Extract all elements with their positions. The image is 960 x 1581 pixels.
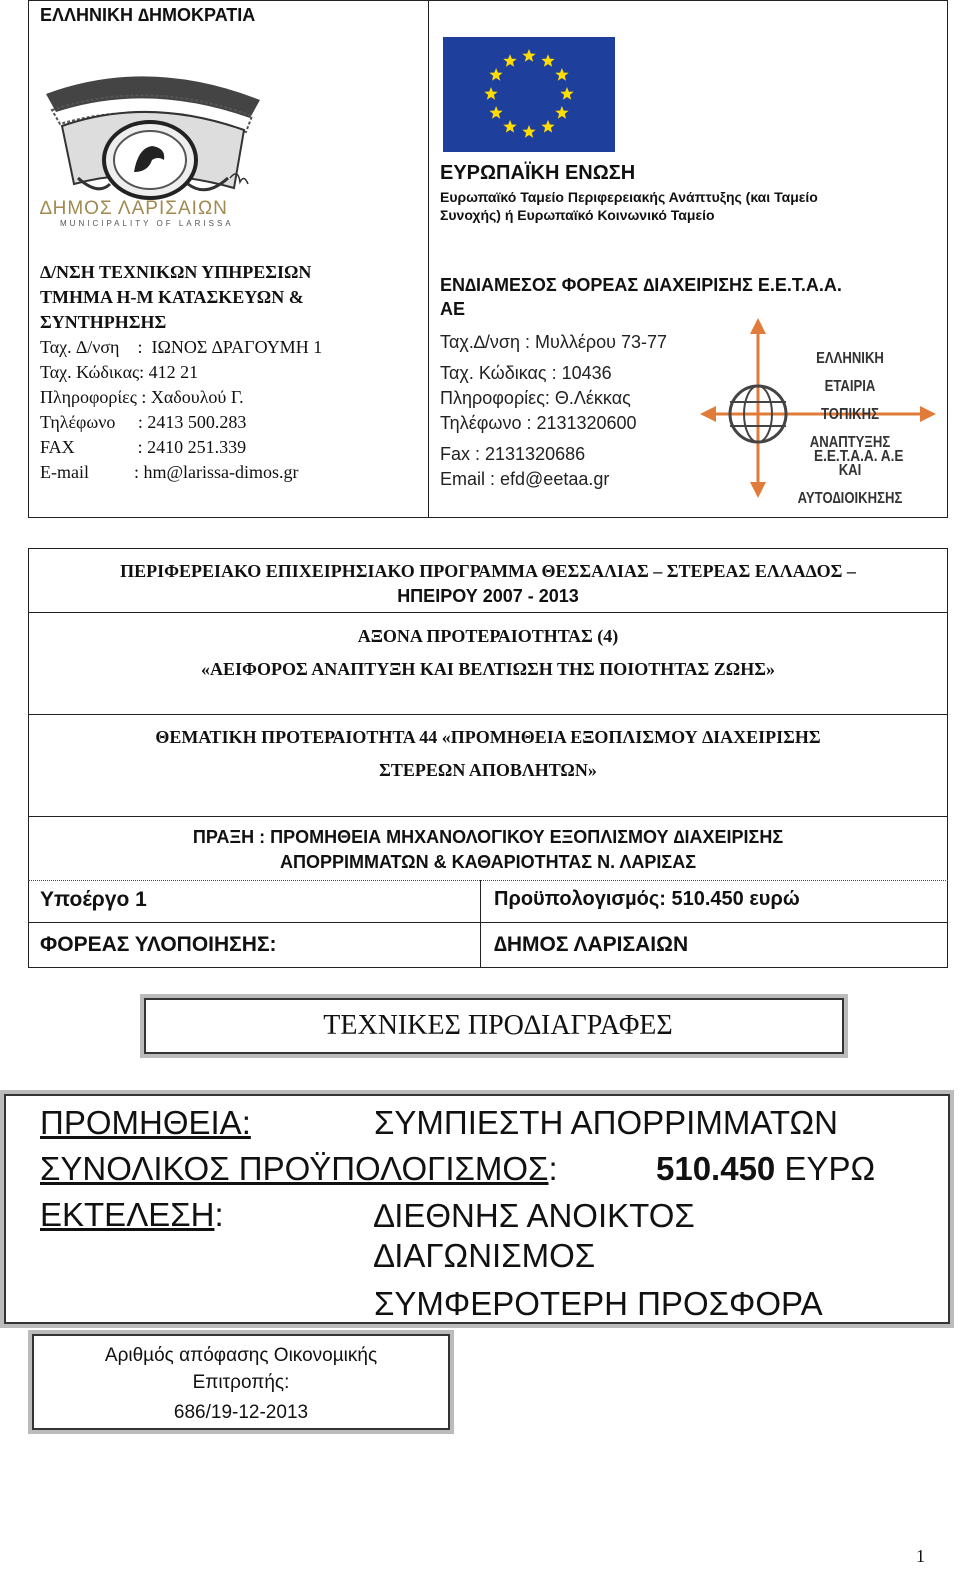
total-budget-colon: :	[548, 1150, 558, 1187]
eetaa-logo-line: ΚΑΙ ΑΥΤΟ∆ΙΟΙΚΗΣΗΣ	[797, 462, 903, 507]
eu-star-icon	[560, 87, 573, 100]
eu-subtitle-line: Ευρωπαϊκό Ταμείο Περιφερειακής Ανάπτυξης (και Ταμείο	[440, 189, 818, 205]
department-line: ΣΥΝΤΗΡΗΣΗΣ	[40, 312, 167, 332]
contact-line: Τηλέφωνο : 2413 500.283	[40, 412, 247, 432]
eu-subtitle	[440, 188, 818, 224]
eu-star-icon	[522, 125, 535, 138]
decision-text	[32, 1342, 450, 1426]
department-line: ΤΜΗΜΑ Η-Μ ΚΑΤΑΣΚΕΥΩΝ &	[40, 287, 304, 307]
state-name: ΕΛΛΗΝΙΚΗ ∆ΗΜΟΚΡΑΤΙΑ	[40, 5, 256, 25]
agency-title-line: ΑΕ	[440, 299, 466, 319]
contact-line: Ταχ. ∆/νση : ΙΩΝΟΣ ∆ΡΑΓΟΥΜΗ 1	[40, 337, 323, 357]
decision-line: Αριθµός απόφασης Οικονοµικής	[104, 1345, 378, 1366]
municipality-logo-subtext: MUNICIPALITY OF LARISSA	[60, 219, 234, 228]
eetaa-logo-abbr: Ε.Ε.Τ.Α.Α. Α.Ε	[814, 448, 904, 465]
program-title	[28, 559, 948, 609]
spec-title: ΤΕΧΝΙΚΕΣ ΠΡΟ∆ΙΑΓΡΑΦΕΣ	[323, 1010, 673, 1041]
eu-star-icon	[489, 68, 502, 81]
contact-line: E-mail : hm@larissa-dimos.gr	[40, 462, 299, 482]
eu-star-icon	[503, 120, 516, 133]
program-title-line: ΠΕΡΙΦΕΡΕΙΑΚΟ ΕΠΙΧΕΙΡΗΣΙΑΚΟ ΠΡΟΓΡΑΜΜΑ ΘΕΣΣΑΛΙΑΣ – ΣΤΕΡΕΑΣ ΕΛΛΑ∆ΟΣ –	[120, 561, 856, 581]
eu-star-icon	[555, 68, 568, 81]
total-budget-label-text: ΣΥΝΟΛΙΚΟΣ ΠΡΟΫΠΟΛΟΓΙΣΜΟΣ	[40, 1150, 549, 1187]
decision-number: 686/19-12-2013	[173, 1402, 309, 1423]
agency-contact	[440, 330, 667, 492]
eu-star-icon	[541, 120, 554, 133]
decision-line: Επιτροπής:	[192, 1372, 290, 1393]
agency-title	[440, 273, 842, 321]
eu-star-icon	[522, 49, 535, 62]
eetaa-logo-text	[798, 345, 903, 513]
department-line: ∆/ΝΣΗ ΤΕΧΝΙΚΩΝ ΥΠΗΡΕΣΙΩΝ	[40, 262, 312, 282]
agency-contact-line: Email : efd@eetaa.gr	[440, 469, 610, 489]
eu-star-icon	[541, 54, 554, 67]
execution-value-line: ∆ΙΑΓΩΝΙΣΜΟΣ	[374, 1237, 596, 1274]
eu-star-icon	[484, 87, 497, 100]
thematic-priority	[28, 721, 948, 787]
priority-axis-line: ΑΞΟΝΑ ΠΡΟΤΕΡΑΙΟΤΗΤΑΣ (4)	[357, 626, 619, 646]
municipality-logo-text: ∆ΗΜΟΣ ΛΑΡΙΣΑΙΩΝ	[40, 198, 228, 219]
agency-contact-line: Ταχ. Κώδικας : 10436	[440, 363, 612, 383]
implementing-body-value: ∆ΗΜΟΣ ΛΑΡΙΣΑΙΩΝ	[494, 933, 689, 956]
eu-flag-icon	[443, 37, 615, 152]
eu-star-icon	[489, 106, 502, 119]
contact-line: FAX : 2410 251.339	[40, 437, 247, 457]
execution-label-text: ΕΚΤΕΛΕΣΗ	[40, 1196, 215, 1233]
eu-subtitle-line: Συνοχής) ή Ευρωπαϊκό Κοινωνικό Ταμείο	[440, 207, 715, 223]
total-budget-currency: ΕΥΡΩ	[784, 1150, 876, 1187]
contact-line: Πληροφορίες : Χαδουλού Γ.	[40, 387, 244, 407]
total-budget-label	[40, 1150, 558, 1188]
agency-contact-line: Ταχ.∆/νση : Μυλλέρου 73-77	[440, 332, 668, 352]
department-block	[40, 260, 322, 485]
thematic-priority-line: ΘΕΜΑΤΙΚΗ ΠΡΟΤΕΡΑΙΟΤΗΤΑ 44 «ΠΡΟΜΗΘΕΙΑ ΕΞΟΠΛΙΣΜΟΥ ∆ΙΑΧΕΙΡΙΣΗΣ	[155, 727, 821, 747]
eu-title: ΕΥΡΩΠΑΪΚΗ ΕΝΩΣΗ	[440, 162, 636, 184]
priority-axis-line: «ΑΕΙΦΟΡΟΣ ΑΝΑΠΤΥΞΗ ΚΑΙ ΒΕΛΤΙΩΣΗ ΤΗΣ ΠΟΙΟΤΗΤΑΣ ΖΩΗΣ»	[201, 659, 775, 679]
execution-label	[40, 1196, 224, 1234]
supply-label	[40, 1104, 251, 1142]
action-title-line: ΑΠΟΡΡΙΜΜΑΤΩΝ & ΚΑΘΑΡΙΟΤΗΤΑΣ Ν. ΛΑΡΙΣΑΣ	[279, 852, 697, 872]
eetaa-logo-line: ΤΟΠΙΚΗΣ ΑΝΑΠΤΥΞΗΣ	[809, 406, 891, 451]
total-budget-amount: 510.450	[656, 1150, 776, 1187]
agency-contact-line: Τηλέφωνο : 2131320600	[440, 413, 637, 433]
priority-axis	[28, 620, 948, 686]
execution-value	[374, 1196, 823, 1324]
page-number: 1	[916, 1546, 925, 1566]
agency-contact-line: Πληροφορίες: Θ.Λέκκας	[440, 388, 631, 408]
agency-title-line: ΕΝ∆ΙΑΜΕΣΟΣ ΦΟΡΕΑΣ ∆ΙΑΧΕΙΡΙΣΗΣ Ε.Ε.Τ.Α.Α.	[440, 275, 842, 295]
budget-text: Προϋπολογισµός: 510.450 ευρώ	[494, 888, 800, 910]
subproject-label: Υποέργο 1	[40, 888, 147, 911]
eetaa-logo-line: ΕΛΛΗΝΙΚΗ ΕΤΑΙΡΙΑ	[816, 350, 884, 395]
action-title	[28, 825, 948, 875]
implementing-body-label: ΦΟΡΕΑΣ ΥΛΟΠΟΙΗΣΗΣ:	[40, 933, 277, 956]
agency-contact-line: Fax : 2131320686	[440, 444, 586, 464]
execution-colon: :	[214, 1196, 224, 1233]
header-divider	[428, 0, 429, 518]
total-budget-value	[656, 1150, 875, 1188]
supply-value: ΣΥΜΠΙΕΣΤΗ ΑΠΟΡΡΙΜΜΑΤΩΝ	[374, 1104, 838, 1141]
execution-value-line: ΣΥΜΦΕΡΟΤΕΡΗ ΠΡΟΣΦΟΡΑ	[374, 1285, 823, 1322]
eu-star-icon	[503, 54, 516, 67]
action-title-line: ΠΡΑΞΗ : ΠΡΟΜΗΘΕΙΑ ΜΗΧΑΝΟΛΟΓΙΚΟΥ ΕΞΟΠΛΙΣΜΟΥ ∆ΙΑΧΕΙΡΙΣΗΣ	[192, 827, 784, 847]
supply-label-text: ΠΡΟΜΗΘΕΙΑ:	[40, 1104, 251, 1141]
program-title-line: ΗΠΕΙΡΟΥ 2007 - 2013	[397, 586, 579, 606]
execution-value-line: ∆ΙΕΘΝΗΣ ΑΝΟΙΚΤΟΣ	[374, 1197, 695, 1234]
thematic-priority-line: ΣΤΕΡΕΩΝ ΑΠΟΒΛΗΤΩΝ»	[379, 760, 597, 780]
contact-line: Ταχ. Κώδικας: 412 21	[40, 362, 199, 382]
eu-star-icon	[555, 106, 568, 119]
